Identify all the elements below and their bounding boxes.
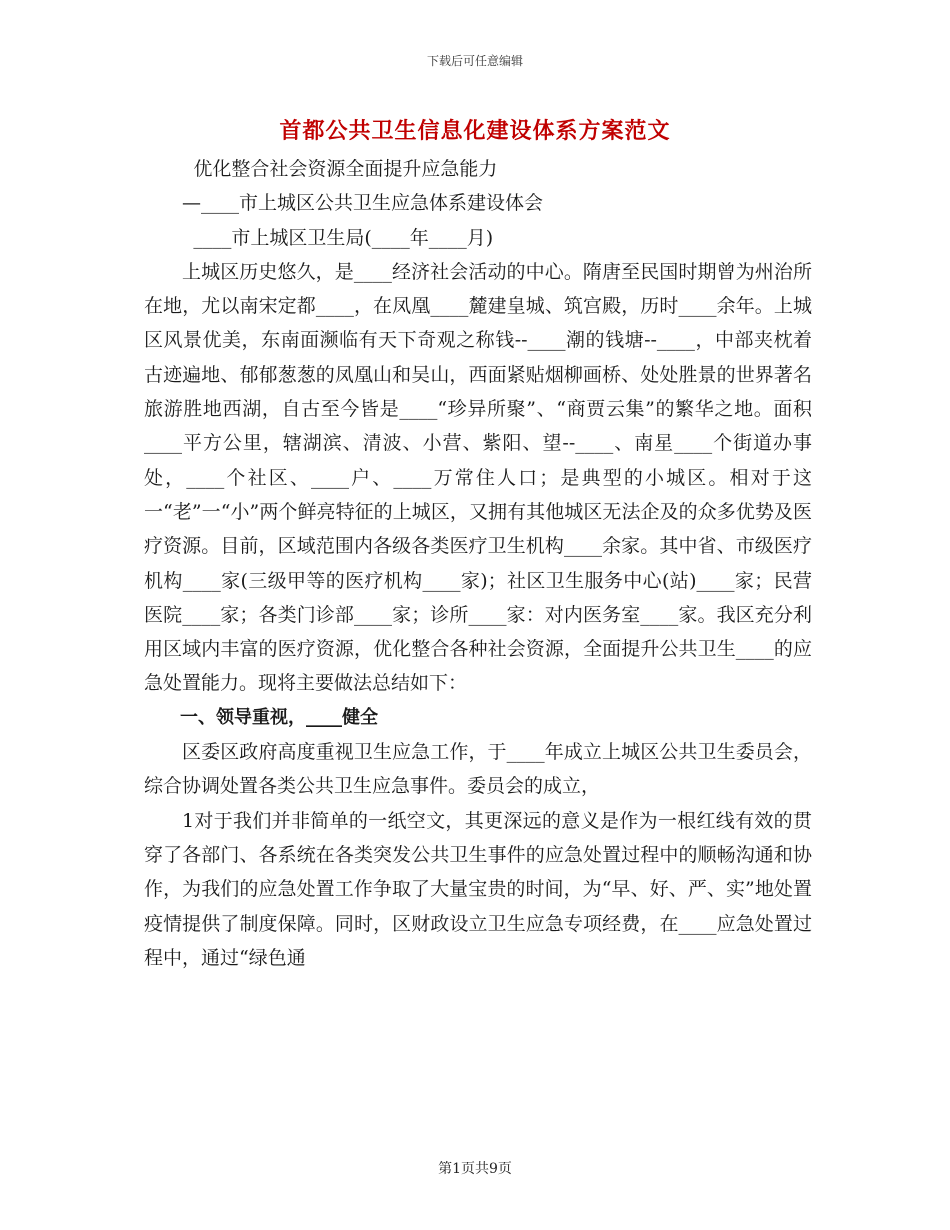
section-paragraph: 区委区政府高度重视卫生应急工作，于____年成立上城区公共卫生委员会，综合协调处置各类公共卫生应急事件。委员会的成立，: [144, 741, 812, 798]
subtitle-source-line: —____市上城区公共卫生应急体系建设体会: [182, 192, 544, 215]
author-date-line: ____市上城区卫生局(____年____月): [193, 226, 494, 249]
page-number: 第1页共9页: [438, 1161, 512, 1177]
section-paragraph-continued: 1对于我们并非简单的一纸空文，其更深远的意义是作为一根红线有效的贯穿了各部门、各系统在各类突发公共卫生事件的应急处置过程中的顺畅沟通和协作，为我们的应急处置工作争取了大量宝贵的时间，为“早、好、严、实”地处置疫情提供了制度保障。同时，区财政设立卫生应急专项经费，在____应急处置过程中，通过“绿色通: [144, 809, 812, 969]
section-heading: 一、领导重视，____健全: [180, 706, 378, 728]
document-body: [144, 152, 812, 975]
header-note: 下载后可任意编辑: [426, 54, 523, 68]
subtitle-line: 优化整合社会资源全面提升应急能力: [193, 158, 498, 180]
intro-paragraph: 上城区历史悠久，是____经济社会活动的中心。隋唐至民国时期曾为州治所在地，尤以南宋定都____，在凤凰____麓建皇城、筑宫殿，历时____余年。上城区风景优美，东南面濒临有天下奇观之称钱--____潮的钱塘--____，中部夹枕着古迹遍地、郁郁葱葱的凤凰山和吴山，西面紧贴烟柳画桥、处处胜景的世界著名旅游胜地西湖，自古至今皆是____“珍异所聚”、“商贾云集”的繁华之地。面积____平方公里，辖湖滨、清波、小营、紫阳、望--____、南星____个街道办事处，____个社区、____户、____万常住人口；是典型的小城区。相对于这一“老”一“小”两个鲜亮特征的上城区，又拥有其他城区无法企及的众多优势及医疗资源。目前，区域范围内各级各类医疗卫生机构____余家。其中省、市级医疗机构____家(三级甲等的医疗机构____家)；社区卫生服务中心(站)____家；民营医院____家；各类门诊部____家；诊所____家：对内医务室____家。我区充分利用区域内丰富的医疗资源，优化整合各种社会资源，全面提升公共卫生____的应急处置能力。现将主要做法总结如下：: [144, 260, 812, 695]
document-title: 首都公共卫生信息化建设体系方案范文: [279, 118, 671, 144]
